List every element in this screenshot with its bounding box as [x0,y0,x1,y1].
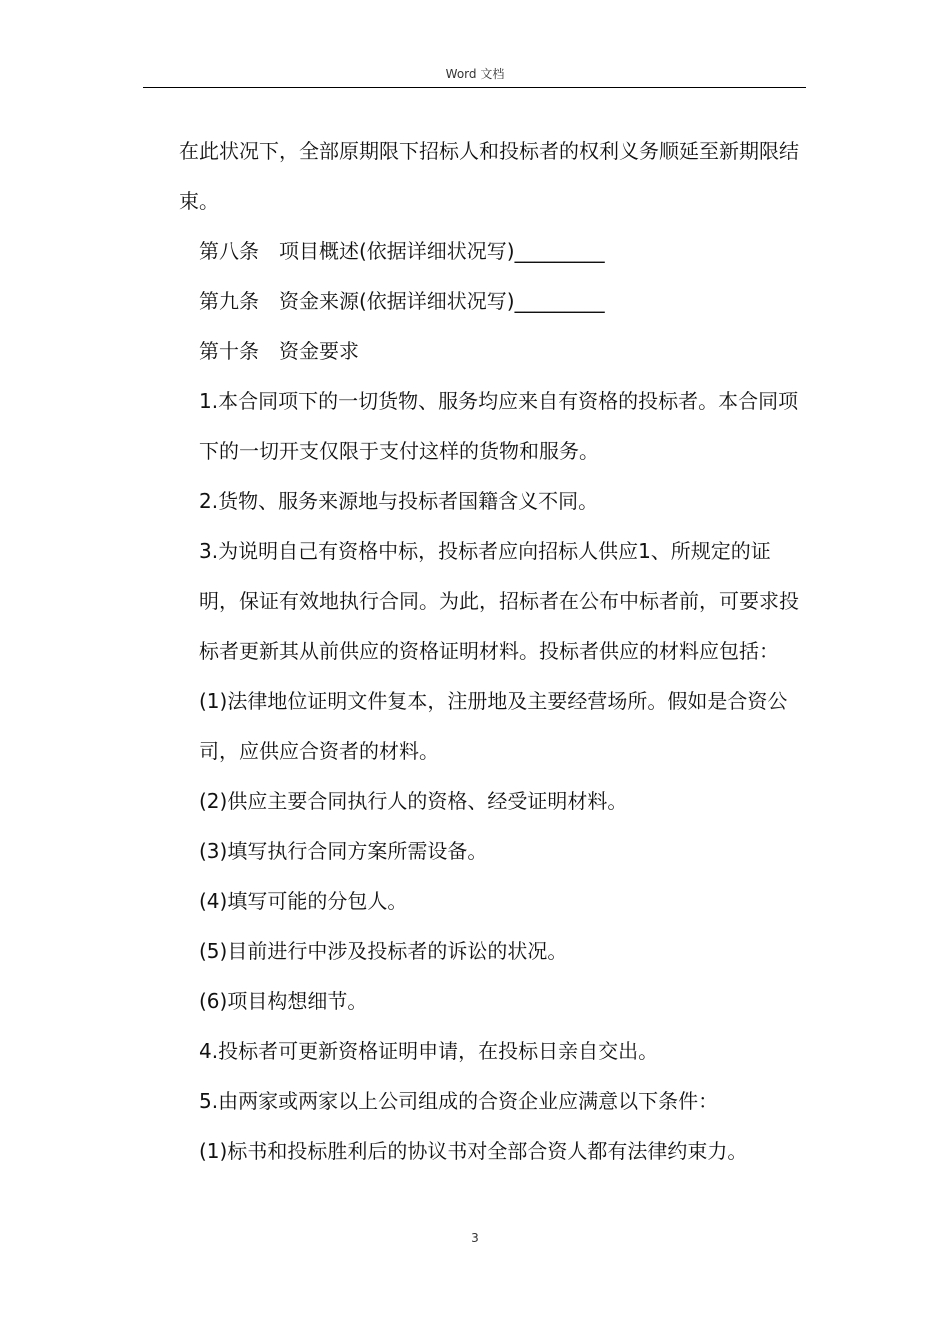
page-header: Word 文档 [445,67,505,81]
document-body [179,126,809,1176]
paragraph: 第八条 项目概述(依据详细状况写)_________ [199,239,605,263]
paragraph: (5)目前进行中涉及投标者的诉讼的状况。 [199,939,568,963]
paragraph: 4.投标者可更新资格证明申请，在投标日亲自交出。 [199,1039,659,1063]
paragraph: (3)填写执行合同方案所需设备。 [199,839,488,863]
header-divider [143,87,806,88]
paragraph: 第九条 资金来源(依据详细状况写)_________ [199,289,605,313]
paragraph: (1)法律地位证明文件复本，注册地及主要经营场所。假如是合资公司，应供应合资者的材料。 [199,689,788,763]
paragraph: (4)填写可能的分包人。 [199,889,408,913]
page-number: 3 [471,1231,479,1245]
paragraph: 5.由两家或两家以上公司组成的合资企业应满意以下条件： [199,1089,719,1113]
paragraph: 3.为说明自己有资格中标，投标者应向招标人供应1、所规定的证明，保证有效地执行合同。为此，招标者在公布中标者前，可要求投标者更新其从前供应的资格证明材料。投标者供应的材料应包括： [199,539,799,663]
paragraph: 第十条 资金要求 [199,339,359,363]
paragraph: (1)标书和投标胜利后的协议书对全部合资人都有法律约束力。 [199,1139,748,1163]
paragraph: 2.货物、服务来源地与投标者国籍含义不同。 [199,489,599,513]
paragraph: 在此状况下，全部原期限下招标人和投标者的权利义务顺延至新期限结束。 [179,139,799,213]
paragraph: (6)项目构想细节。 [199,989,368,1013]
paragraph: (2)供应主要合同执行人的资格、经受证明材料。 [199,789,628,813]
paragraph: 1.本合同项下的一切货物、服务均应来自有资格的投标者。本合同项下的一切开支仅限于支付这样的货物和服务。 [199,389,799,463]
